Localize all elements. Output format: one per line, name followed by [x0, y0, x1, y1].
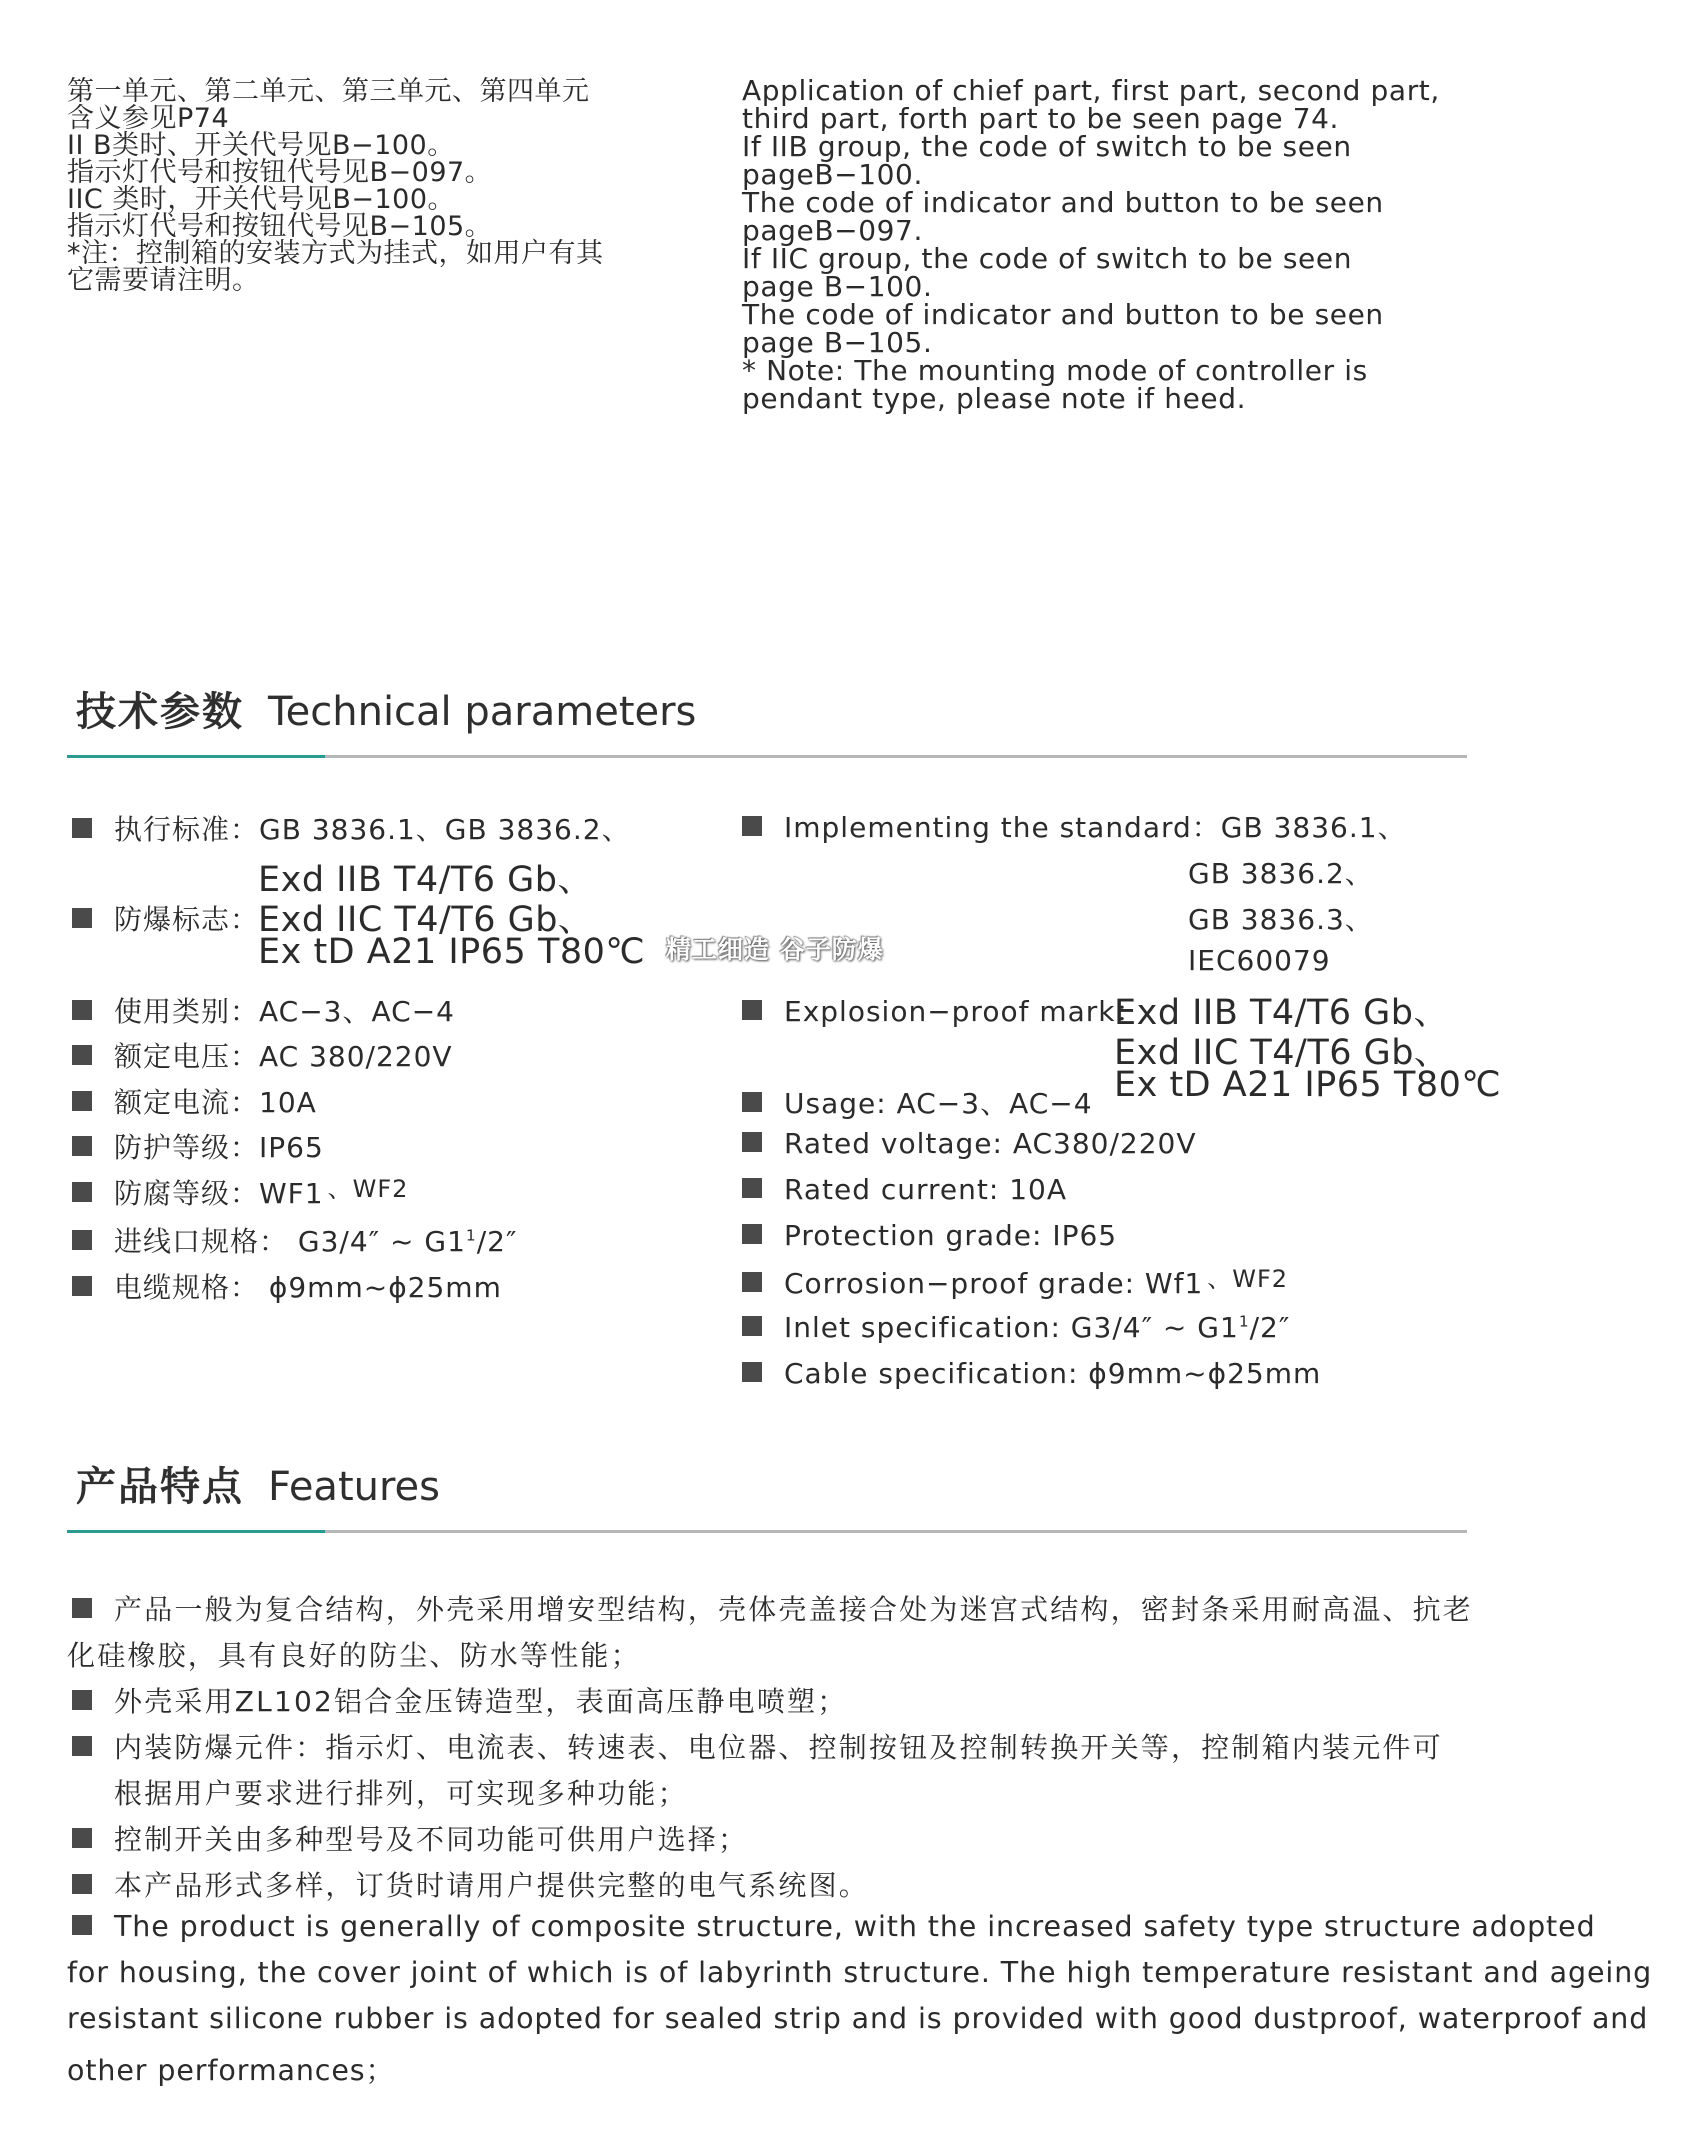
- param-inlet-en: [742, 1311, 1290, 1344]
- param-text: Rated current: 10A: [784, 1173, 1068, 1206]
- feature-cn-continuation: 根据用户要求进行排列，可实现多种功能；: [114, 1777, 688, 1810]
- section-divider: [67, 755, 1467, 758]
- param-value: GB 3836.1、GB 3836.2、: [259, 813, 631, 846]
- bullet-square-icon: [72, 1874, 92, 1894]
- param-text: 额定电流：10A: [114, 1086, 317, 1119]
- bullet-square-icon: [742, 1224, 762, 1244]
- feature-text: The product is generally of composite structure, with the increased safety type structure adopted: [114, 1910, 1596, 1943]
- section-title-technical: [76, 680, 696, 737]
- mark-line-1-cn: Exd IIB T4/T6 Gb、: [258, 860, 594, 900]
- param-label: 防爆标志：: [114, 903, 260, 936]
- param-mark-en: [742, 990, 1145, 1030]
- feature-en-continuation: resistant silicone rubber is adopted for sealed strip and is provided with good dustproof, waterproof and: [67, 2002, 1649, 2035]
- param-usage-cn: [72, 990, 455, 1030]
- feature-text: 产品一般为复合结构，外壳采用增安型结构，壳体壳盖接合处为迷宫式结构，密封条采用耐高温、抗老: [114, 1593, 1474, 1626]
- bullet-square-icon: [72, 1000, 92, 1020]
- divider-accent: [67, 1530, 325, 1533]
- bullet-square-icon: [72, 1045, 92, 1065]
- bullet-square-icon: [72, 1136, 92, 1156]
- feature-text: 控制开关由多种型号及不同功能可供用户选择；: [114, 1823, 749, 1856]
- param-protection-cn: [72, 1126, 324, 1166]
- bullet-square-icon: [72, 1736, 92, 1756]
- bullet-square-icon: [742, 1316, 762, 1336]
- intro-en-line: If IIC group, the code of switch to be seen: [742, 242, 1353, 275]
- intro-en-line: * Note: The mounting mode of controller is: [742, 354, 1368, 387]
- intro-en-line: pageB−100.: [742, 158, 923, 191]
- param-inlet-cn: [72, 1220, 517, 1260]
- feature-en-item: [72, 1910, 1596, 1943]
- param-label: Implementing the standard：: [784, 811, 1221, 844]
- standard-3-en: GB 3836.3、: [1188, 903, 1374, 936]
- section-title-en: Technical parameters: [268, 689, 697, 735]
- param-current-cn: [72, 1081, 317, 1121]
- mark-line-2-cn: Exd IIC T4/T6 Gb、: [258, 900, 594, 940]
- param-corrosion-en: [742, 1265, 1288, 1300]
- intro-cn-line: 指示灯代号和按钮代号见B−105。: [67, 211, 493, 242]
- param-text-extra: 、WF2: [1207, 1265, 1289, 1293]
- param-text: Protection grade: IP65: [784, 1219, 1118, 1252]
- param-mark-label-cn: [72, 898, 259, 938]
- intro-cn-line: *注：控制箱的安装方式为挂式，如用户有其: [67, 238, 604, 269]
- feature-cn-item: [72, 1864, 869, 1904]
- feature-en-continuation: for housing, the cover joint of which is of labyrinth structure. The high temperature resistant and ageing: [67, 1956, 1653, 1989]
- intro-cn-line: 第一单元、第二单元、第三单元、第四单元: [67, 76, 590, 107]
- section-title-cn: 技术参数: [76, 689, 244, 735]
- bullet-square-icon: [72, 1276, 92, 1296]
- intro-cn-line: 指示灯代号和按钮代号见B−097。: [67, 157, 493, 188]
- intro-en-line: If IIB group, the code of switch to be seen: [742, 130, 1352, 163]
- mark-line-3-cn: Ex tD A21 IP65 T80℃: [258, 932, 646, 972]
- intro-cn-line: 它需要请注明。: [67, 265, 260, 296]
- param-label: Explosion−proof mark：: [784, 995, 1145, 1028]
- feature-text: 外壳采用ZL102铝合金压铸造型，表面高压静电喷塑；: [114, 1685, 848, 1718]
- intro-en-line: page B−100.: [742, 270, 933, 303]
- intro-en-line: Application of chief part, first part, second part,: [742, 74, 1440, 107]
- param-value: Inlet specification: G3/4″ ~ G1: [784, 1311, 1239, 1344]
- intro-cn-line: IIC 类时，开关代号见B−100。: [67, 184, 456, 215]
- param-text: 防护等级：IP65: [114, 1131, 324, 1164]
- intro-cn-line: II B类时、开关代号见B−100。: [67, 130, 455, 161]
- intro-en-block: [742, 68, 1440, 415]
- param-corrosion-cn: [72, 1172, 408, 1212]
- bullet-square-icon: [742, 816, 762, 836]
- param-text: Usage: AC−3、AC−4: [784, 1087, 1093, 1120]
- section-title-features: [76, 1455, 440, 1512]
- intro-en-line: The code of indicator and button to be seen: [742, 298, 1384, 331]
- bullet-square-icon: [742, 1092, 762, 1112]
- feature-cn-item: [72, 1818, 748, 1858]
- bullet-square-icon: [72, 1182, 92, 1202]
- bullet-square-icon: [72, 1915, 92, 1935]
- section-title-en: Features: [268, 1464, 440, 1510]
- param-value: /2″: [476, 1225, 518, 1258]
- feature-cn-continuation: 化硅橡胶，具有良好的防尘、防水等性能；: [67, 1639, 641, 1672]
- bullet-square-icon: [72, 1828, 92, 1848]
- param-text: Cable specification: ϕ9mm~ϕ25mm: [784, 1357, 1322, 1390]
- bullet-square-icon: [72, 818, 92, 838]
- param-text: 电缆规格： ϕ9mm~ϕ25mm: [114, 1271, 502, 1304]
- param-value: /2″: [1249, 1311, 1291, 1344]
- param-sup: 1: [1238, 1312, 1250, 1331]
- param-text: Corrosion−proof grade: Wf1: [784, 1267, 1204, 1300]
- param-voltage-cn: [72, 1035, 453, 1075]
- standard-2-en: GB 3836.2、: [1188, 857, 1374, 890]
- param-standard-cn: [72, 808, 631, 848]
- feature-en-continuation: other performances；: [67, 2054, 395, 2087]
- bullet-square-icon: [742, 1272, 762, 1292]
- feature-text: 内装防爆元件：指示灯、电流表、转速表、电位器、控制按钮及控制转换开关等，控制箱内装元件可: [114, 1731, 1443, 1764]
- mark-line-2-en: Exd IIC T4/T6 Gb、: [1114, 1033, 1450, 1073]
- mark-line-3-en: Ex tD A21 IP65 T80℃: [1114, 1065, 1502, 1105]
- feature-cn-item: [72, 1680, 847, 1720]
- mark-line-1-en: Exd IIB T4/T6 Gb、: [1114, 993, 1450, 1033]
- intro-en-line: The code of indicator and button to be seen: [742, 186, 1384, 219]
- param-usage-en: [742, 1082, 1093, 1122]
- section-title-cn: 产品特点: [76, 1464, 244, 1510]
- param-cable-en: [742, 1357, 1321, 1390]
- bullet-square-icon: [72, 1690, 92, 1710]
- param-text: Rated voltage: AC380/220V: [784, 1127, 1197, 1160]
- param-text: 额定电压：AC 380/220V: [114, 1040, 453, 1073]
- intro-cn-block: [67, 68, 604, 296]
- feature-cn-item: [72, 1726, 1443, 1766]
- watermark: 精工细造 谷子防爆: [666, 935, 884, 964]
- intro-en-line: pageB−097.: [742, 214, 923, 247]
- divider-accent: [67, 755, 325, 758]
- param-text-extra: 、WF2: [327, 1175, 409, 1203]
- feature-text: 本产品形式多样，订货时请用户提供完整的电气系统图。: [114, 1869, 870, 1902]
- bullet-square-icon: [72, 908, 92, 928]
- standard-4-en: IEC60079: [1188, 944, 1331, 977]
- param-value: G3/4″ ~ G1: [288, 1225, 466, 1258]
- param-cable-cn: [72, 1266, 502, 1306]
- param-protection-en: [742, 1219, 1117, 1252]
- intro-en-line: page B−105.: [742, 326, 933, 359]
- bullet-square-icon: [742, 1000, 762, 1020]
- bullet-square-icon: [72, 1091, 92, 1111]
- param-text: 防腐等级：WF1: [114, 1177, 324, 1210]
- param-text: 使用类别：AC−3、AC−4: [114, 995, 455, 1028]
- feature-cn-item: [72, 1588, 1473, 1628]
- intro-en-line: pendant type, please note if heed.: [742, 382, 1247, 415]
- bullet-square-icon: [742, 1362, 762, 1382]
- bullet-square-icon: [742, 1178, 762, 1198]
- section-divider: [67, 1530, 1467, 1533]
- param-label: 执行标准：: [114, 813, 260, 846]
- param-label: 进线口规格：: [114, 1225, 289, 1258]
- bullet-square-icon: [72, 1598, 92, 1618]
- intro-cn-line: 含义参见P74: [67, 103, 230, 134]
- bullet-square-icon: [742, 1132, 762, 1152]
- param-voltage-en: [742, 1127, 1197, 1160]
- param-sup: 1: [465, 1226, 477, 1245]
- param-current-en: [742, 1173, 1067, 1206]
- intro-en-line: third part, forth part to be seen page 74.: [742, 102, 1340, 135]
- param-standard-en: [742, 806, 1407, 846]
- bullet-square-icon: [72, 1230, 92, 1250]
- param-value: GB 3836.1、: [1220, 811, 1407, 844]
